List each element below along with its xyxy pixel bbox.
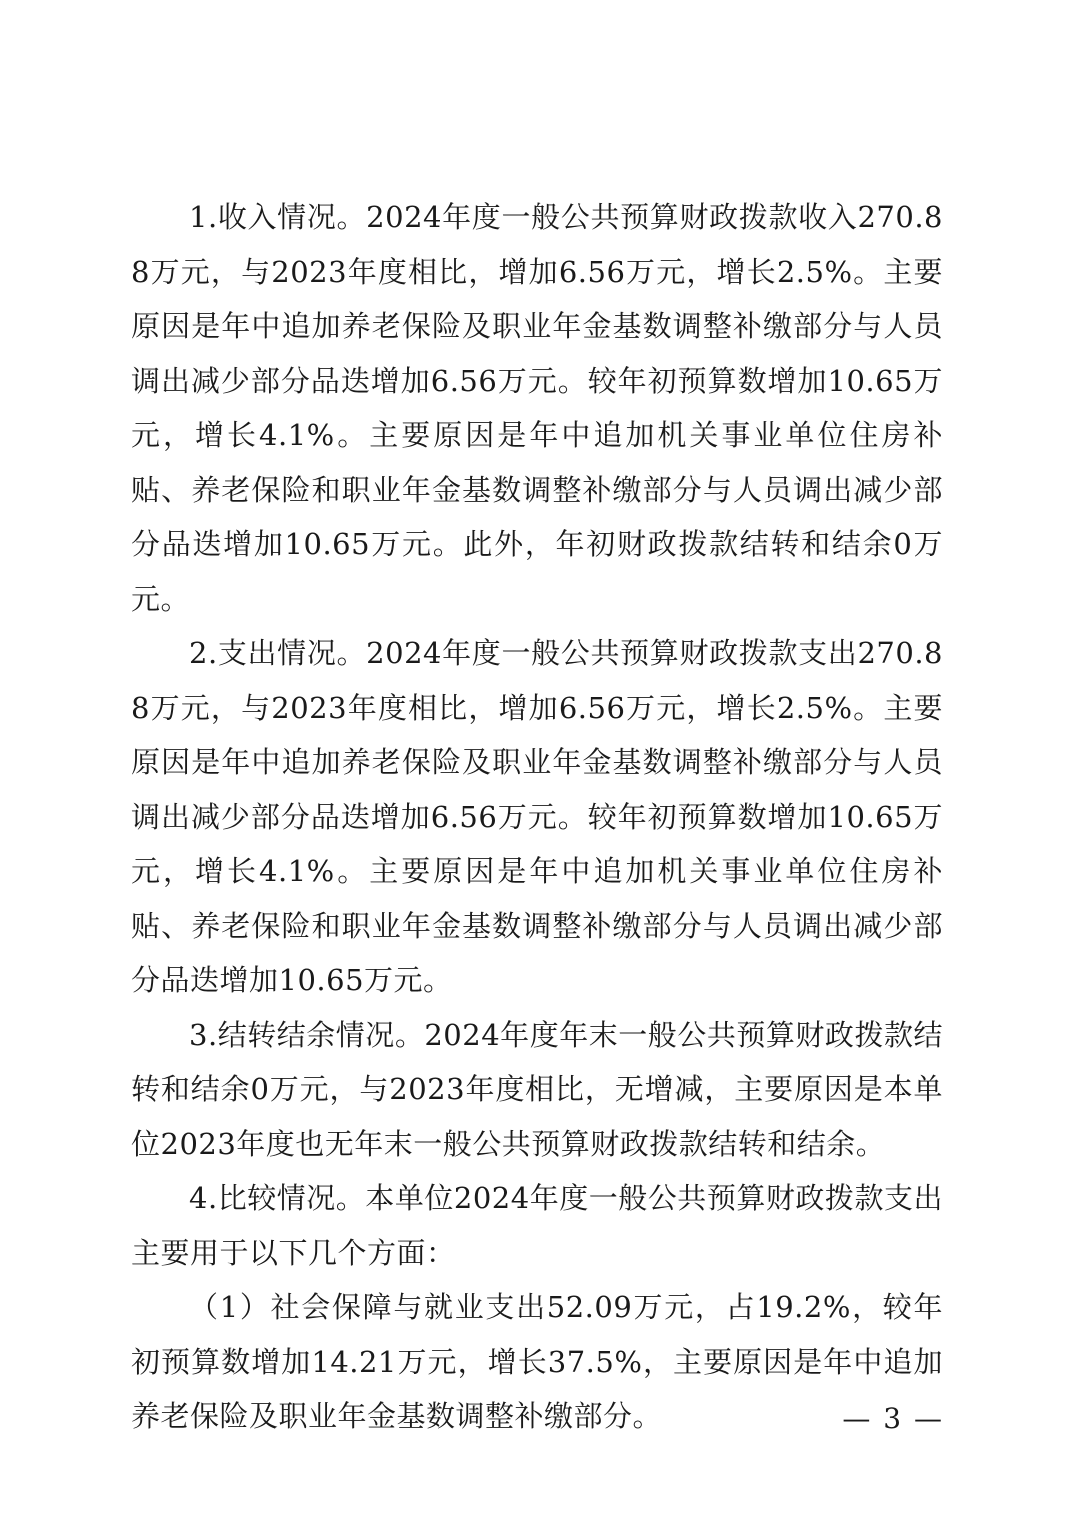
document-body [131, 190, 943, 1444]
paragraph-expenditure: 2.支出情况。2024年度一般公共预算财政拨款支出270.88万元，与2023年度相比，增加6.56万元，增长2.5%。主要原因是年中追加养老保险及职业年金基数调整补缴部分与人员调出减少部分品迭增加6.56万元。较年初预算数增加10.65万元，增长4.1%。主要原因是年中追加机关事业单位住房补贴、养老保险和职业年金基数调整补缴部分与人员调出减少部分品迭增加10.65万元。 [131, 636, 943, 997]
page-number: — 3 — [842, 1402, 944, 1435]
paragraph-carryover: 3.结转结余情况。2024年度年末一般公共预算财政拨款结转和结余0万元，与2023年度相比，无增减，主要原因是本单位2023年度也无年末一般公共预算财政拨款结转和结余。 [131, 1017, 943, 1161]
paragraph-income: 1.收入情况。2024年度一般公共预算财政拨款收入270.88万元，与2023年度相比，增加6.56万元，增长2.5%。主要原因是年中追加养老保险及职业年金基数调整补缴部分与人员调出减少部分品迭增加6.56万元。较年初预算数增加10.65万元，增长4.1%。主要原因是年中追加机关事业单位住房补贴、养老保险和职业年金基数调整补缴部分与人员调出减少部分品迭增加10.65万元。此外，年初财政拨款结转和结余0万元。 [131, 200, 943, 616]
paragraph-comparison: 4.比较情况。本单位2024年度一般公共预算财政拨款支出主要用于以下几个方面： [131, 1181, 943, 1270]
paragraph-social-security: （1）社会保障与就业支出52.09万元，占19.2%，较年初预算数增加14.21万元，增长37.5%，主要原因是年中追加养老保险及职业年金基数调整补缴部分。 [131, 1290, 943, 1433]
